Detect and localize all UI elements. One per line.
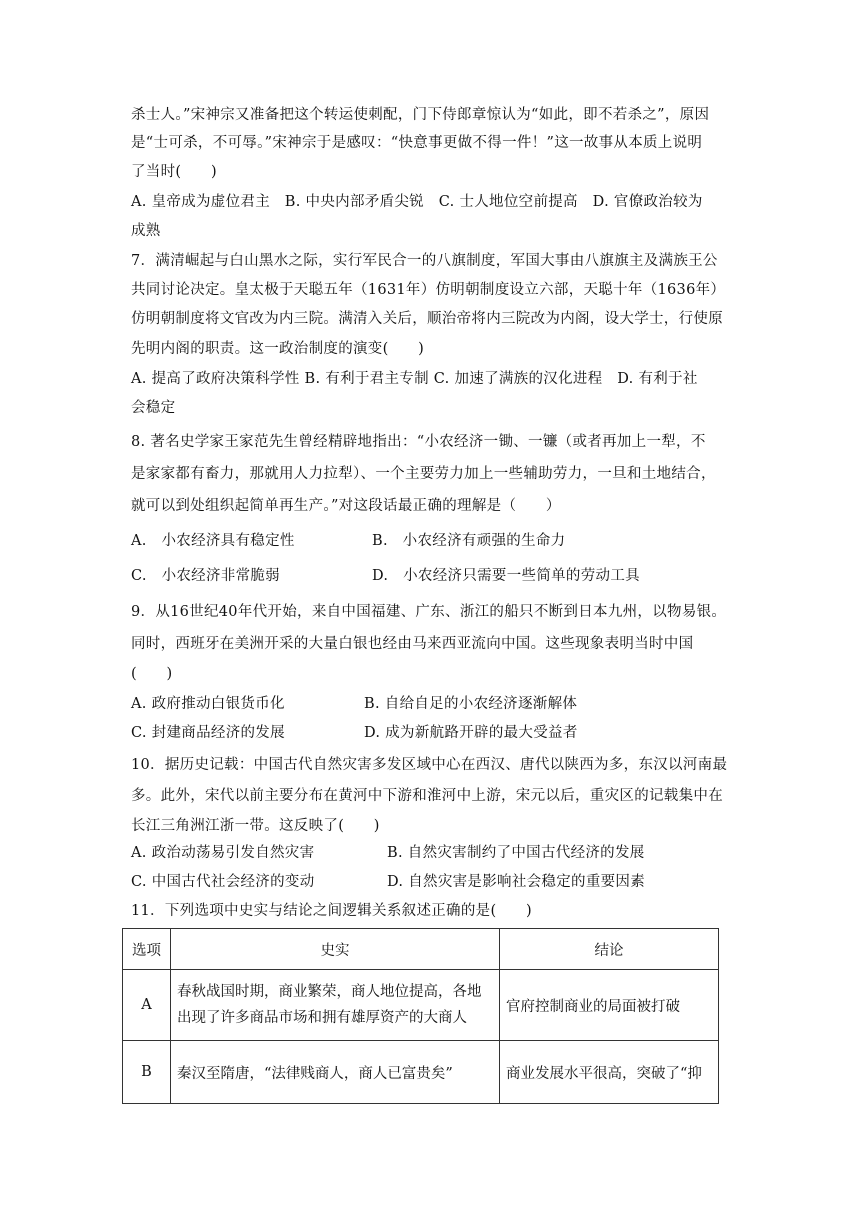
q7-line-2: 共同讨论决定。皇太极于天聪五年（1631年）仿明朝制度设立六部，天聪十年（1636年） (131, 282, 726, 298)
q7-line-3: 仿明朝制度将文官改为内三院。满清入关后，顺治帝将内三院改为内阁，设大学士，行使原 (131, 311, 723, 327)
q7-line-1: 7．满清崛起与白山黑水之际，实行军民合一的八旗制度，军国大事由八旗旗主及满族王公 (131, 253, 718, 269)
q7-line-4: 先明内阁的职责。这一政治制度的演变( ) (131, 341, 425, 357)
row-fact: 秦汉至隋唐，“法律贱商人，商人已富贵矣” (171, 1041, 500, 1104)
q10-option-c: C. 中国古代社会经济的变动 (131, 874, 315, 890)
q9-line-1: 9．从16世纪40年代开始，来自中国福建、广东、浙江的船只不断到日本九州，以物易银。 (131, 604, 727, 620)
q7-options: A. 提高了政府决策科学性 B. 有利于君主专制 C. 加速了满族的汉化进程 D. 有利于社 (131, 371, 698, 387)
table-row (123, 970, 719, 1041)
q10-option-b: B. 自然灾害制约了中国古代经济的发展 (387, 845, 645, 861)
q10-option-a: A. 政治动荡易引发自然灾害 (131, 845, 315, 861)
q10-line-2: 多。此外，宋代以前主要分布在黄河中下游和淮河中上游，宋元以后，重灾区的记载集中在 (131, 788, 723, 804)
q8-line-1: 8. 著名史学家王家范先生曾经精辟地指出：“小农经济一锄、一镰（或者再加上一犁，不 (131, 434, 706, 450)
q10-line-1: 10．据历史记载：中国古代自然灾害多发区域中心在西汉、唐代以陕西为多，东汉以河南最 (131, 757, 728, 773)
q11-table (122, 928, 719, 1104)
q9-option-b: B. 自给自足的小农经济逐渐解体 (364, 696, 578, 712)
table-header-row (123, 929, 719, 970)
q6-options: A. 皇帝成为虚位君主 B. 中央内部矛盾尖锐 C. 士人地位空前提高 D. 官僚政治较为 (131, 194, 703, 210)
q9-option-c: C. 封建商品经济的发展 (131, 725, 285, 741)
q9-option-a: A. 政府推动白银货币化 (131, 696, 285, 712)
q8-option-b: B. 小农经济有顽强的生命力 (372, 533, 566, 549)
header-option: 选项 (123, 929, 171, 970)
header-conclusion: 结论 (500, 929, 719, 970)
q6-line-2: 是“士可杀，不可辱。”宋神宗于是感叹：“快意事更做不得一件！”这一故事从本质上说明 (131, 135, 703, 151)
q9-line-2: 同时，西班牙在美洲开采的大量白银也经由马来西亚流向中国。这些现象表明当时中国 (131, 636, 694, 652)
q10-line-3: 长江三角洲江浙一带。这反映了( ) (131, 818, 380, 834)
q7-options-cont: 会稳定 (131, 400, 176, 416)
q8-line-2: 是家家都有畜力，那就用人力拉犁）、一个主要劳力加上一些辅助劳力，一旦和土地结合， (131, 466, 716, 482)
row-conclusion: 官府控制商业的局面被打破 (500, 970, 719, 1041)
q8-option-d: D. 小农经济只需要一些简单的劳动工具 (372, 568, 640, 584)
q6-line-3: 了当时( ) (131, 164, 217, 180)
q8-option-c: C. 小农经济非常脆弱 (131, 568, 280, 584)
q6-options-cont: 成熟 (131, 223, 161, 239)
q11-stem: 11．下列选项中史实与结论之间逻辑关系叙述正确的是( ) (131, 903, 532, 919)
q6-line-1: 杀士人。”宋神宗又准备把这个转运使刺配，门下侍郎章惊认为“如此，即不若杀之”，原因 (131, 107, 710, 123)
header-fact: 史实 (171, 929, 500, 970)
q10-option-d: D. 自然灾害是影响社会稳定的重要因素 (387, 874, 646, 890)
table-row (123, 1041, 719, 1104)
q8-option-a: A. 小农经济具有稳定性 (131, 533, 295, 549)
row-option: B (123, 1041, 171, 1104)
row-fact-line-2: 出现了许多商品市场和拥有雄厚资产的大商人 (177, 1010, 467, 1026)
row-fact-line-1: 春秋战国时期，商业繁荣，商人地位提高，各地 (177, 984, 482, 1000)
q9-option-d: D. 成为新航路开辟的最大受益者 (364, 725, 578, 741)
q9-line-3: ( ) (131, 666, 173, 682)
row-fact (171, 970, 500, 1041)
row-conclusion: 商业发展水平很高，突破了“抑 (500, 1041, 719, 1104)
row-option: A (123, 970, 171, 1041)
q8-line-3: 就可以到处组织起简单再生产。”对这段话最正确的理解是（ ） (131, 498, 561, 514)
